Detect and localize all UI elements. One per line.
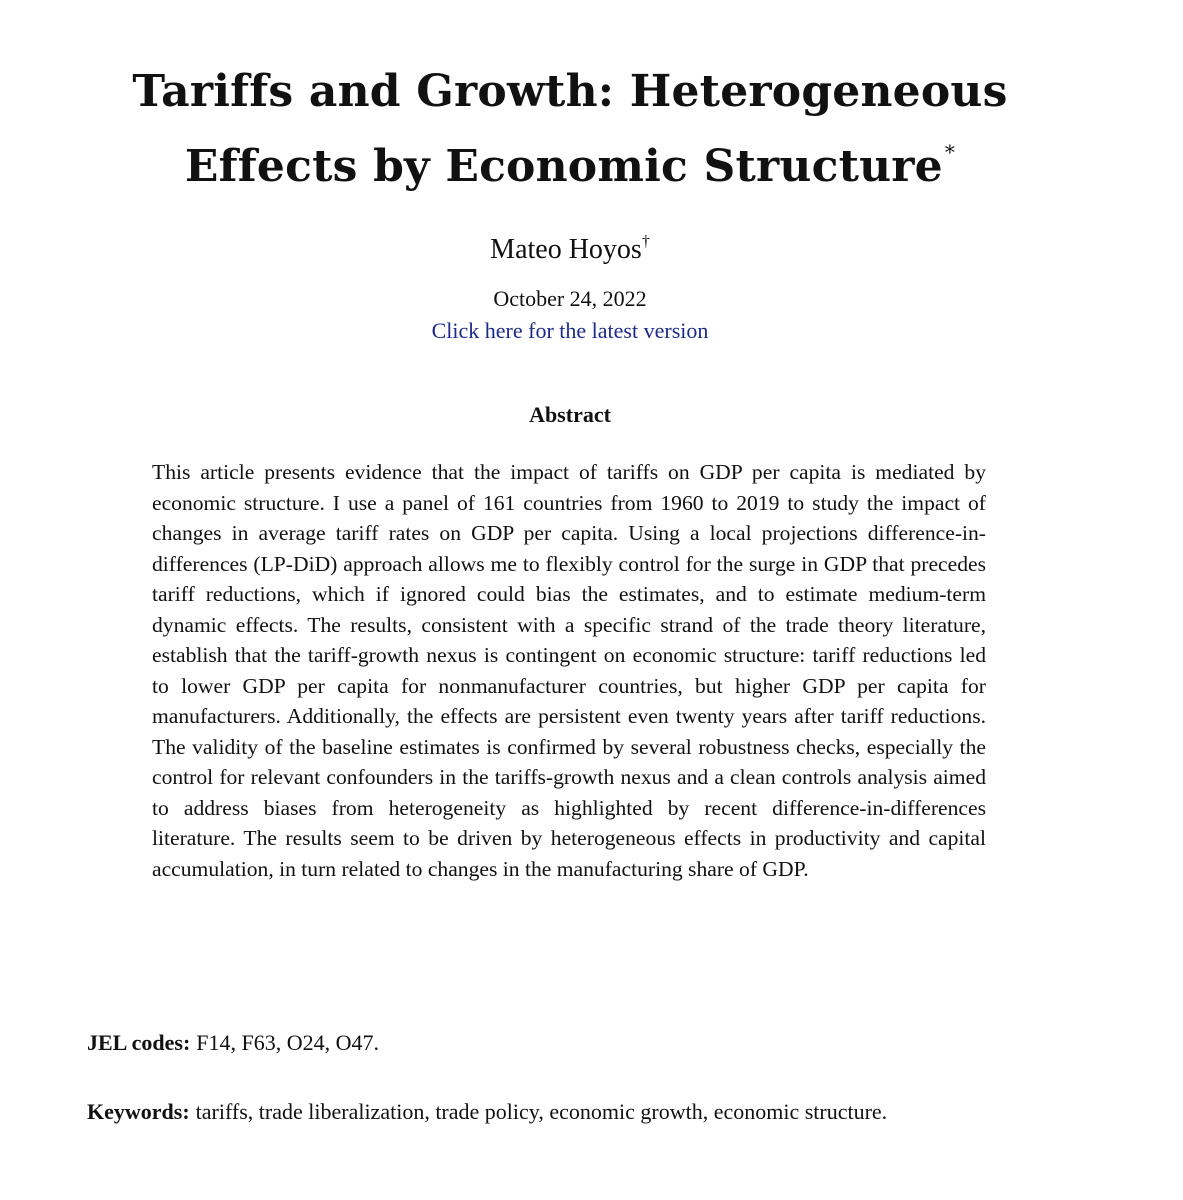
jel-codes xyxy=(87,1027,1087,1059)
title-footnote-mark[interactable]: * xyxy=(944,140,956,164)
author-footnote-mark[interactable]: † xyxy=(641,233,650,250)
jel-codes-value: F14, F63, O24, O47. xyxy=(196,1030,380,1055)
author-name xyxy=(0,222,1140,270)
title-line-2-text: Effects by Economic Structure xyxy=(184,141,943,192)
jel-codes-label: JEL codes: xyxy=(87,1030,191,1055)
title-line-1: Tariffs and Growth: Heterogeneous xyxy=(132,66,1008,117)
keywords-value: tariffs, trade liberalization, trade policy, economic growth, economic structure. xyxy=(195,1099,888,1124)
title-line-2 xyxy=(0,122,1140,197)
abstract-heading: Abstract xyxy=(529,402,611,427)
keywords-label: Keywords: xyxy=(87,1099,190,1124)
paper-title xyxy=(0,62,1140,197)
publication-date: October 24, 2022 xyxy=(493,286,647,311)
author-name-text: Mateo Hoyos xyxy=(490,234,642,265)
abstract-body: This article presents evidence that the impact of tariffs on GDP per capita is mediated by economic structure. I use a panel of 161 countries from 1960 to 2019 to study the impact of changes in average tariff rates on GDP per capita. Using a local projections difference-in-differences (LP-DiD) approach allows me to flexibly control for the surge in GDP that precedes tariff reductions, which if ignored could bias the estimates, and to estimate medium-term dynamic effects. The results, consistent with a specific strand of the trade theory literature, establish that the tariff-growth nexus is contingent on economic structure: tariff reductions led to lower GDP per capita for nonmanufacturer countries, but higher GDP per capita for manufacturers. Additionally, the effects are persistent even twenty years after tariff reductions. The validity of the baseline estimates is confirmed by several robustness checks, especially the control for relevant confounders in the tariffs-growth nexus and a clean controls analysis aimed to address biases from heterogeneity as highlighted by recent difference-in-differences literature. The results seem to be driven by heterogeneous effects in productivity and capital accumulation, in turn related to changes in the manufacturing share of GDP. xyxy=(152,460,986,881)
keywords xyxy=(87,1096,1053,1128)
latest-version-link[interactable]: Click here for the latest version xyxy=(431,318,709,343)
